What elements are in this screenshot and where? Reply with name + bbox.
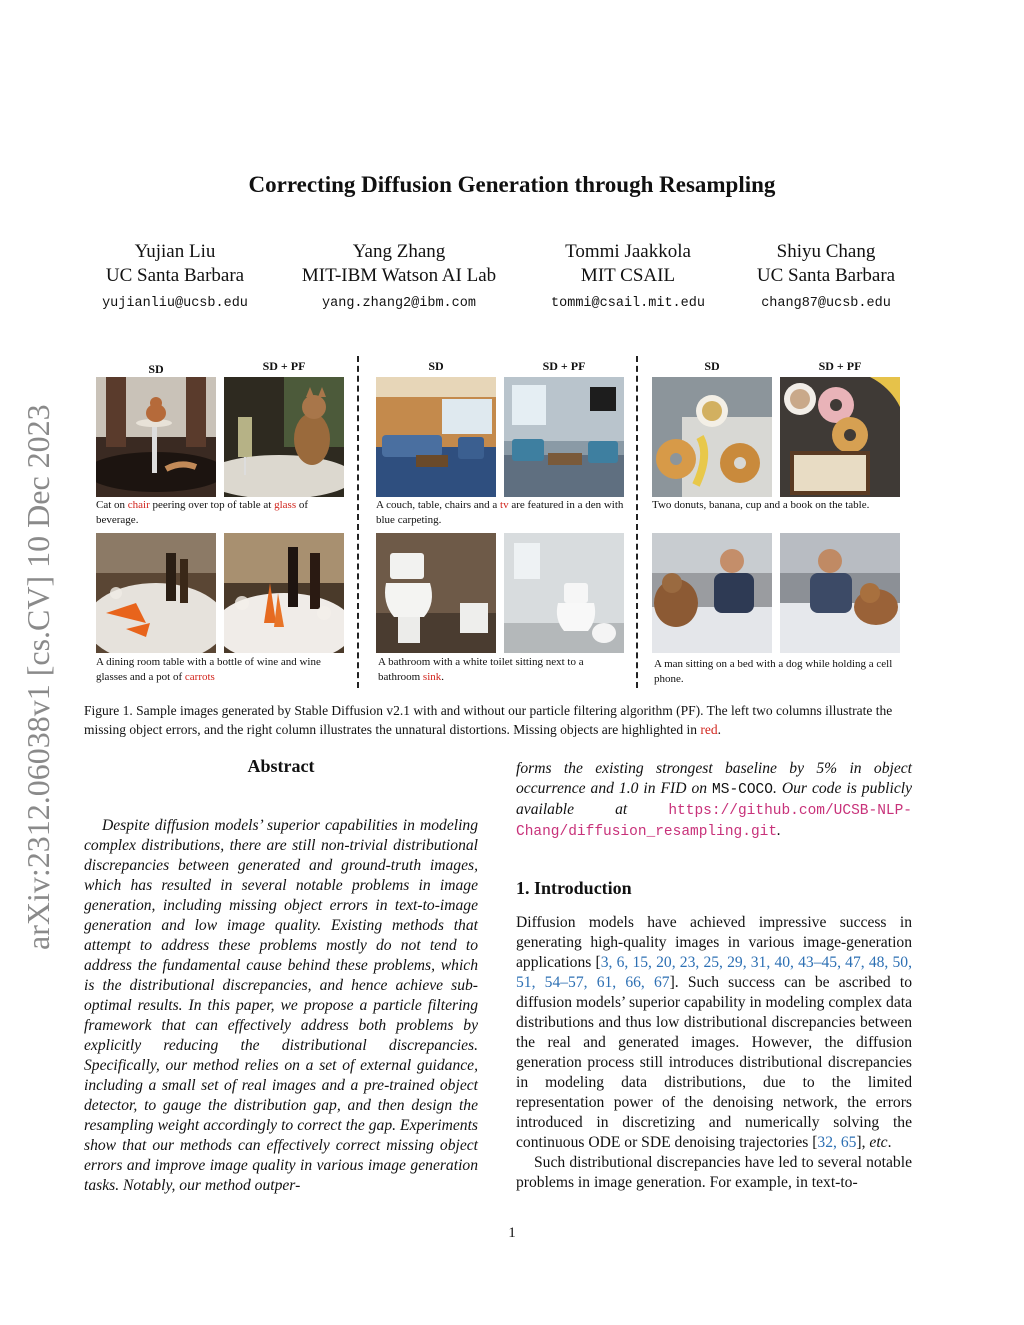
image-bed-pf — [780, 533, 900, 653]
figure-divider — [357, 356, 359, 688]
caption-den: A couch, table, chairs and a tv are featured in a den with blue carpeting. — [376, 499, 624, 526]
author-email: chang87@ucsb.edu — [761, 296, 891, 311]
caption-donuts: Two donuts, banana, cup and a book on the table. — [652, 499, 870, 511]
image-den-pf — [504, 377, 624, 497]
author-email: yang.zhang2@ibm.com — [322, 296, 476, 311]
caption-cat: Cat on chair peering over top of table at glass of beverage. — [96, 499, 309, 526]
author-email: yujianliu@ucsb.edu — [102, 296, 248, 311]
image-bathroom-pf — [504, 533, 624, 653]
column-header-sd: SD — [704, 359, 720, 373]
caption-bathroom: A bathroom with a white toilet sitting next to a bathroom sink. — [378, 656, 584, 683]
column-header-sd-pf: SD + PF — [818, 359, 862, 373]
image-donuts-pf — [780, 377, 900, 497]
paper-title: Correcting Diffusion Generation through Resampling — [248, 172, 776, 197]
author-affiliation: UC Santa Barbara — [105, 265, 245, 286]
image-cat-sd — [96, 377, 216, 497]
intro-paragraph: Such distributional discrepancies have led to several notable problems in image generation. For example, in text-to- — [516, 1154, 912, 1191]
image-donuts-sd — [652, 377, 772, 497]
author-block — [282, 240, 516, 316]
citation-list[interactable]: 3, 6, 15, 20, 23, 25, 29, 31, 40, 43–45, 47, 48, 50, 51, 54–57, 61, 66, 67 — [516, 954, 912, 991]
author-affiliation: MIT CSAIL — [580, 265, 676, 286]
abstract-heading: Abstract — [247, 756, 315, 776]
author-name: Yang Zhang — [352, 241, 446, 262]
author-affiliation: MIT-IBM Watson AI Lab — [301, 265, 497, 286]
author-name: Yujian Liu — [134, 241, 216, 262]
intro-text — [516, 913, 912, 1193]
citation-list[interactable]: 32, 65 — [817, 1134, 857, 1151]
author-email: tommi@csail.mit.edu — [551, 296, 705, 311]
author-block — [538, 240, 718, 316]
column-header-sd: SD — [428, 359, 444, 373]
intro-paragraph: Diffusion models have achieved impressive success in generating high-quality images in various image-generation applications [3, 6, 15, 20, 23, 25, 29, 31, 40, 43–45, 47, 48, 50, 51, 54–57, 61, 66, 67]. Such success can be ascribed to diffusion models’ superior capability in modeling complex data distributions and thus low distributional discrepancies between the real and generated images. However, the diffusion generation process still introduces distributional discrepancies in modeling data distributions, due to the limited representation power of the denoising network, the errors introduced in discretizing and numerically solving the continuous ODE or SDE denoising trajectories [32, 65], etc. — [516, 914, 912, 1151]
image-den-sd — [376, 377, 496, 497]
image-dining-sd — [96, 533, 216, 653]
column-header-sd-pf: SD + PF — [262, 359, 306, 373]
image-cat-pf — [224, 377, 344, 497]
author-block — [748, 240, 904, 316]
author-name: Tommi Jaakkola — [565, 241, 691, 262]
section-heading: 1. Introduction — [516, 878, 632, 898]
figure-caption: Figure 1. Sample images generated by Stable Diffusion v2.1 with and without our particle filtering algorithm (PF). The left two columns illustrate the missing object errors, and the right column illustrates the unnatural distortions. Missing objects are highlighted in red. — [84, 703, 893, 737]
image-bed-sd — [652, 533, 772, 653]
author-affiliation: UC Santa Barbara — [756, 265, 896, 286]
image-dining-pf — [224, 533, 344, 653]
author-name: Shiyu Chang — [776, 241, 876, 262]
code-link[interactable]: https://github.com/UCSB-NLP-Chang/diffusion_resampling.git — [516, 803, 912, 840]
caption-bed: A man sitting on a bed with a dog while holding a cell phone. — [654, 658, 893, 685]
abstract-continuation: forms the existing strongest baseline by 5% in object occurrence and 1.0 in FID on MS-COCO. Our code is publicly available at https://github.com/UCSB-NLP-Chang/diffusion_resampling.git. — [516, 760, 912, 840]
caption-dining: A dining room table with a bottle of wine and wine glasses and a pot of carrots — [96, 656, 321, 683]
image-bathroom-sd — [376, 533, 496, 653]
arxiv-stamp: arXiv:2312.06038v1 [cs.CV] 10 Dec 2023 — [20, 404, 56, 950]
column-header-sd-pf: SD + PF — [542, 359, 586, 373]
abstract-text: Despite diffusion models’ superior capabilities in modeling complex distributions, there are still non-trivial distributional discrepancies between generated and ground-truth images, which has resulted in several notable problems in image generation, including missing object errors in text-to-image generation and low image quality. Existing methods that attempt to address these problems mostly do not tend to address the fundamental cause behind these problems, which is the distributional discrepancies, and hence achieve sub-optimal results. In this paper, we propose a particle filtering framework that can effectively address both problems by explicitly reducing the distributional discrepancies. Specifically, our method relies on a set of external guidance, including a small set of real images and a pre-trained object detector, to gauge the distribution gap, and then design the resampling weight accordingly to correct the gap. Experiments show that our methods can effectively correct missing object errors and improve image quality in various image generation tasks. Notably, our method outper- — [84, 817, 478, 1194]
page-number: 1 — [508, 1225, 516, 1241]
author-block — [95, 240, 255, 316]
column-header-sd: SD — [148, 362, 164, 376]
figure-divider — [636, 356, 638, 688]
